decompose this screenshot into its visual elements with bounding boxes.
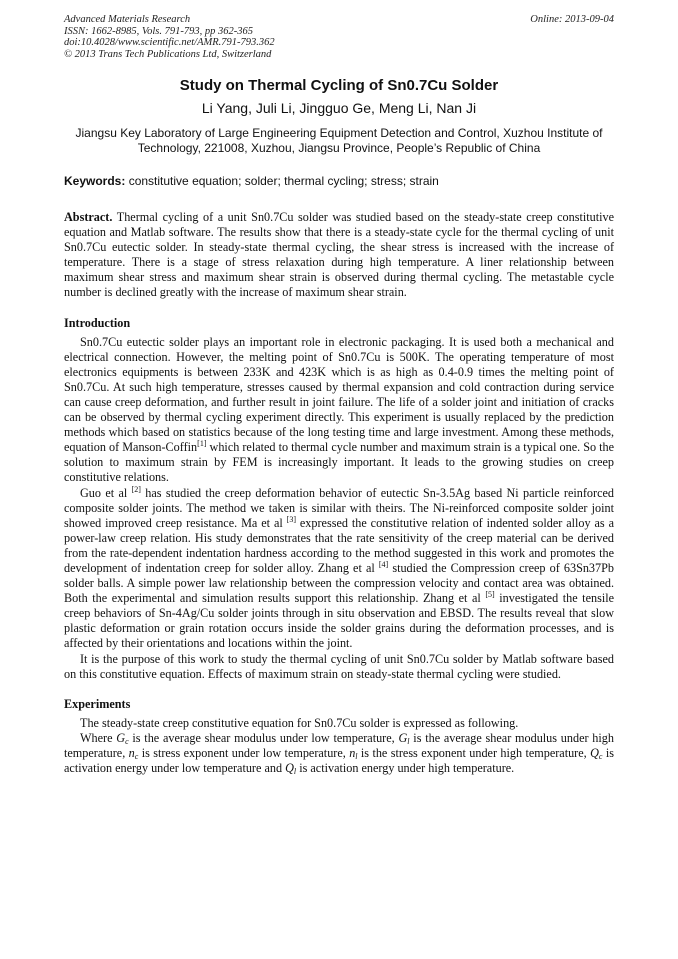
doi: doi:10.4028/www.scientific.net/AMR.791-793.362 [64,37,275,48]
exp-paragraph-1: The steady-state creep constitutive equation for Sn0.7Cu solder is expressed as following. [80,715,519,730]
issn: ISSN: 1662-8985, Vols. 791-793, pp 362-365 [64,25,253,37]
intro-paragraph-1: Sn0.7Cu eutectic solder plays an important role in electronic packaging. It is used both a mechanical and electrical connection. However, the melting point of Sn0.7Cu is 500K. The operating temperature of most electronics equipments is between 233K and 423K which is as high as 0.4-0.9 times the melting point of Sn0.7Cu. At such high temperature, stresses caused by thermal expansion and cold contraction during service can cause creep deformation, and further result in joint failure. The life of a solder joint and initiation of cracks can be observed by thermal cycling experiment directly. This experiment is usually replaced by the prediction methods which based on statistics because of the long testing time and large investment. Among these methods, equation of Manson-Coffin[1] which related to thermal cycle number and maximum strain is a typical one. So the solution to maximum strain by FEM is increasingly important. It leads to the growing studies on creep constitutive relations. [64,334,615,485]
citation: [3] [286,514,296,524]
author-list: Li Yang, Juli Li, Jingguo Ge, Meng Li, Nan Ji [201,100,477,116]
abstract-label: Abstract. [64,210,113,224]
paper-title: Study on Thermal Cycling of Sn0.7Cu Solder [179,77,499,94]
journal-header [64,14,614,60]
experiments-body [64,716,614,776]
introduction-body [64,335,614,682]
citation: [5] [485,590,495,600]
keywords-text: constitutive equation; solder; thermal cycling; stress; strain [128,174,439,188]
copyright: © 2013 Trans Tech Publications Ltd, Switzerland [64,48,272,60]
citation: [4] [378,559,389,569]
keywords-label: Keywords: [64,174,126,188]
citation: [1] [197,439,207,449]
journal-name: Advanced Materials Research [64,14,191,25]
keywords [64,174,614,189]
intro-paragraph-3: It is the purpose of this work to study the thermal cycling of unit Sn0.7Cu solder by Matlab software based on this constitutive equation. Effects of maximum strain on steady-state thermal cycling were studied. [64,651,614,681]
abstract-text: Thermal cycling of a unit Sn0.7Cu solder was studied based on the steady-state creep constitutive equation and Matlab software. The results show that there is a steady-state cycle for the thermal cycling of unit Sn0.7Cu eutectic solder. In steady-state thermal cycling, the shear stress is increased with the increase of temperature. There is a stage of stress relaxation during high temperature. A liner relationship between maximum shear stress and maximum shear strain is observed during thermal cycling. The metastable cycle number is declined greatly with the increase of maximum shear strain. [64,210,614,300]
intro-paragraph-2: Guo et al [2] has studied the creep deformation behavior of eutectic Sn-3.5Ag based Ni particle reinforced composite solder joints. The method we taken is similar with theirs. The Ni-reinforced composite solder joint showed improved creep resistance. Ma et al [3] expressed the constitutive relation of indented solder alloy as a power-law creep relation. His study demonstrates that the rate sensitivity of the creep material can be derived from the rate-dependent indentation hardness according to the method suggested in this work and promotes the development of indentation creep for solder alloy. Zhang et al [4] studied the Compression creep of 63Sn37Pb solder balls. A simple power law relationship between the compression velocity and contact area was obtained. Both the experimental and simulation results support this relationship. Zhang et al [5] investigated the tensile creep behaviors of Sn-4Ag/Cu solder joints through in situ observation and EBSD. The results reveal that slow plastic deformation or grain rotation occurs inside the solder grains during the deformation processes, and is affected by their orientations and locations within the joint. [64,484,614,651]
section-heading-experiments: Experiments [64,696,131,711]
abstract [64,210,614,301]
citation: [2] [131,484,141,494]
paper-page [64,14,614,776]
section-heading-introduction: Introduction [64,315,131,330]
affiliation: Jiangsu Key Laboratory of Large Engineering Equipment Detection and Control, Xuzhou Institute of Technology, 221008, Xuzhou, Jiangsu Province, People’s Republic of China [75,126,603,155]
exp-paragraph-2: Where $G_c$ is the average shear modulus under low temperature, $G_l$ is the average shear modulus under high temperature, $n_c$ is stress exponent under low temperature, $n_l$ is the stress exponent under high temperature, $Q_c$ is activation energy under low temperature and $Q_l$ is activation energy under high temperature. [64,730,614,776]
online-date: Online: 2013-09-04 [530,14,614,25]
